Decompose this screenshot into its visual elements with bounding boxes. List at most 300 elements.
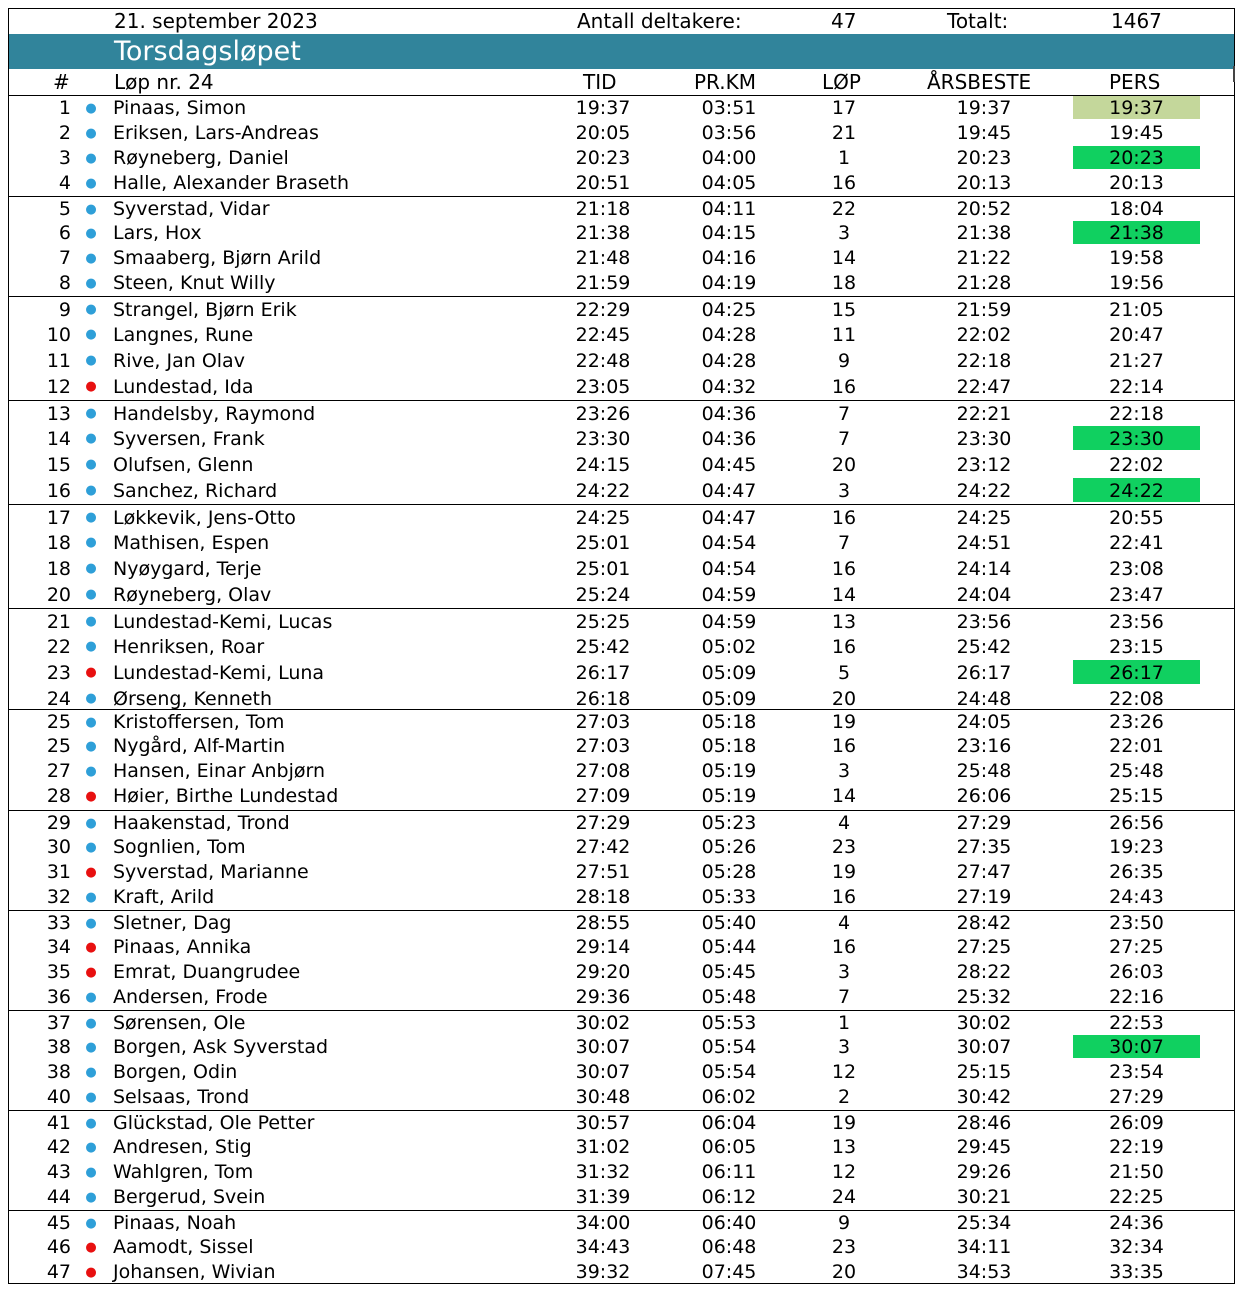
season-best-cell: 21:28 — [956, 272, 1012, 294]
table-row — [9, 96, 1234, 121]
table-row — [9, 935, 1234, 960]
male-dot-icon: ● — [85, 990, 97, 1005]
personal-best-cell: 24:22 — [1073, 478, 1200, 502]
table-row — [9, 121, 1234, 146]
season-best-cell: 25:15 — [956, 1061, 1012, 1083]
male-dot-icon: ● — [85, 587, 97, 602]
time-cell: 25:25 — [575, 611, 631, 633]
season-best-cell: 30:21 — [956, 1186, 1012, 1208]
season-best-cell: 22:47 — [956, 376, 1012, 398]
row-rank: 14 — [46, 428, 71, 450]
male-dot-icon: ● — [85, 614, 97, 629]
runner-name: Strangel, Bjørn Erik — [113, 299, 297, 321]
female-dot-icon: ● — [85, 1265, 97, 1280]
row-rank: 46 — [46, 1236, 71, 1258]
table-row — [9, 985, 1234, 1010]
male-dot-icon: ● — [85, 126, 97, 141]
season-best-cell: 22:18 — [956, 350, 1012, 372]
pace-cell: 05:19 — [701, 760, 757, 782]
personal-best-cell: 33:35 — [1109, 1261, 1164, 1283]
pace-cell: 05:48 — [701, 986, 757, 1008]
runner-name: Borgen, Ask Syverstad — [113, 1036, 329, 1058]
personal-best-cell: 22:53 — [1109, 1012, 1164, 1034]
row-rank: 18 — [46, 532, 71, 554]
pace-cell: 04:19 — [701, 272, 757, 294]
runner-name: Røyneberg, Olav — [113, 584, 272, 606]
table-row — [9, 478, 1234, 504]
season-best-cell: 30:42 — [956, 1086, 1012, 1108]
row-rank: 9 — [58, 299, 71, 321]
race-count-cell: 16 — [831, 735, 857, 757]
time-cell: 23:05 — [575, 376, 631, 398]
table-row — [9, 221, 1234, 246]
personal-best-cell: 20:23 — [1073, 146, 1200, 169]
season-best-cell: 23:12 — [956, 454, 1012, 476]
pace-cell: 04:54 — [701, 558, 757, 580]
race-count-cell: 22 — [831, 198, 857, 220]
personal-best-cell: 23:15 — [1109, 636, 1164, 658]
personal-best-cell: 22:25 — [1109, 1186, 1164, 1208]
runner-name: Syverstad, Marianne — [113, 861, 309, 883]
time-cell: 26:18 — [575, 688, 631, 710]
personal-best-cell: 22:08 — [1109, 688, 1164, 710]
row-rank: 10 — [46, 324, 71, 346]
personal-best-cell: 20:13 — [1109, 172, 1164, 194]
race-count-cell: 2 — [837, 1086, 851, 1108]
race-count-cell: 14 — [831, 584, 857, 606]
time-cell: 22:45 — [575, 324, 631, 346]
season-best-cell: 25:42 — [956, 636, 1012, 658]
race-count-cell: 7 — [837, 403, 851, 425]
season-best-cell: 28:46 — [956, 1112, 1012, 1134]
pace-cell: 05:19 — [701, 785, 757, 807]
row-rank: 33 — [46, 912, 71, 934]
season-best-cell: 21:22 — [956, 247, 1012, 269]
pace-cell: 05:40 — [701, 912, 757, 934]
personal-best-cell: 20:47 — [1109, 324, 1164, 346]
table-row — [9, 171, 1234, 196]
row-rank: 21 — [46, 611, 71, 633]
time-cell: 34:43 — [575, 1236, 631, 1258]
season-best-cell: 28:42 — [956, 912, 1012, 934]
sheet-edge-mark — [1233, 66, 1235, 82]
row-rank: 3 — [58, 147, 71, 169]
table-row — [9, 1060, 1234, 1085]
male-dot-icon: ● — [85, 535, 97, 550]
pace-cell: 05:26 — [701, 836, 757, 858]
time-cell: 29:14 — [575, 936, 631, 958]
pace-cell: 04:16 — [701, 247, 757, 269]
pace-cell: 06:02 — [701, 1086, 757, 1108]
male-dot-icon: ● — [85, 226, 97, 241]
personal-best-cell: 19:23 — [1109, 836, 1164, 858]
table-row — [9, 860, 1234, 885]
season-best-cell: 22:21 — [956, 403, 1012, 425]
male-dot-icon: ● — [85, 406, 97, 421]
personal-best-cell: 25:15 — [1109, 785, 1164, 807]
table-row — [9, 452, 1234, 478]
race-count-cell: 19 — [831, 711, 857, 733]
race-count-cell: 7 — [837, 532, 851, 554]
male-dot-icon: ● — [85, 764, 97, 779]
male-dot-icon: ● — [85, 176, 97, 191]
title-banner — [9, 34, 1234, 69]
row-rank: 38 — [46, 1036, 71, 1058]
time-cell: 30:48 — [575, 1086, 631, 1108]
row-rank: 2 — [58, 122, 71, 144]
race-count-cell: 12 — [831, 1161, 857, 1183]
table-row — [9, 348, 1234, 374]
row-rank: 32 — [46, 886, 71, 908]
season-best-cell: 23:30 — [956, 428, 1012, 450]
season-best-cell: 28:22 — [956, 961, 1012, 983]
race-count-cell: 23 — [831, 836, 857, 858]
race-count-cell: 20 — [831, 688, 857, 710]
table-row — [9, 400, 1234, 427]
row-rank: 44 — [46, 1186, 71, 1208]
pace-cell: 04:54 — [701, 532, 757, 554]
personal-best-cell: 19:37 — [1073, 96, 1200, 119]
time-cell: 24:22 — [575, 480, 631, 502]
results-sheet — [8, 8, 1235, 1284]
pace-cell: 05:53 — [701, 1012, 757, 1034]
row-rank: 43 — [46, 1161, 71, 1183]
female-dot-icon: ● — [85, 965, 97, 980]
season-best-cell: 21:38 — [956, 222, 1012, 244]
runner-name: Haakenstad, Trond — [113, 812, 290, 834]
runner-name: Nyøygard, Terje — [113, 558, 262, 580]
time-cell: 29:20 — [575, 961, 631, 983]
race-count-cell: 20 — [831, 454, 857, 476]
pace-cell: 05:54 — [701, 1036, 757, 1058]
runner-name: Halle, Alexander Braseth — [113, 172, 349, 194]
personal-best-cell: 19:58 — [1109, 247, 1164, 269]
male-dot-icon: ● — [85, 1116, 97, 1131]
personal-best-cell: 23:50 — [1109, 912, 1164, 934]
season-best-cell: 34:11 — [956, 1236, 1012, 1258]
male-dot-icon: ● — [85, 739, 97, 754]
col-arsbeste-header: ÅRSBESTE — [927, 70, 1032, 94]
male-dot-icon: ● — [85, 639, 97, 654]
race-count-cell: 15 — [831, 299, 857, 321]
row-rank: 41 — [46, 1112, 71, 1134]
time-cell: 21:38 — [575, 222, 631, 244]
row-rank: 28 — [46, 785, 71, 807]
table-row — [9, 1135, 1234, 1160]
table-row — [9, 1185, 1234, 1210]
time-cell: 20:51 — [575, 172, 631, 194]
time-cell: 27:03 — [575, 711, 631, 733]
male-dot-icon: ● — [85, 1216, 97, 1231]
race-count-cell: 13 — [831, 1136, 857, 1158]
female-dot-icon: ● — [85, 379, 97, 394]
time-cell: 22:29 — [575, 299, 631, 321]
row-rank: 47 — [46, 1261, 71, 1283]
runner-name: Steen, Knut Willy — [113, 272, 276, 294]
time-cell: 21:18 — [575, 198, 631, 220]
personal-best-cell: 26:09 — [1109, 1112, 1164, 1134]
season-best-cell: 20:52 — [956, 198, 1012, 220]
table-row — [9, 634, 1234, 660]
race-count-cell: 4 — [837, 812, 851, 834]
table-row — [9, 608, 1234, 635]
pace-cell: 03:51 — [701, 97, 757, 119]
race-count-cell: 16 — [831, 376, 857, 398]
male-dot-icon: ● — [85, 302, 97, 317]
time-cell: 21:48 — [575, 247, 631, 269]
pace-cell: 06:12 — [701, 1186, 757, 1208]
male-dot-icon: ● — [85, 202, 97, 217]
pace-cell: 05:09 — [701, 688, 757, 710]
season-best-cell: 25:48 — [956, 760, 1012, 782]
pace-cell: 04:28 — [701, 324, 757, 346]
season-best-cell: 27:29 — [956, 812, 1012, 834]
season-best-cell: 27:47 — [956, 861, 1012, 883]
season-best-cell: 30:07 — [956, 1036, 1012, 1058]
runner-name: Aamodt, Sissel — [113, 1236, 254, 1258]
season-best-cell: 29:26 — [956, 1161, 1012, 1183]
male-dot-icon: ● — [85, 251, 97, 266]
runner-name: Sanchez, Richard — [113, 480, 278, 502]
col-pers-header: PERS — [1109, 70, 1161, 94]
time-cell: 30:07 — [575, 1036, 631, 1058]
row-rank: 5 — [58, 198, 71, 220]
season-best-cell: 24:51 — [956, 532, 1012, 554]
runner-name: Handelsby, Raymond — [113, 403, 316, 425]
row-rank: 25 — [46, 735, 71, 757]
male-dot-icon: ● — [85, 457, 97, 472]
male-dot-icon: ● — [85, 1165, 97, 1180]
pace-cell: 04:59 — [701, 611, 757, 633]
time-cell: 28:18 — [575, 886, 631, 908]
female-dot-icon: ● — [85, 865, 97, 880]
personal-best-cell: 23:26 — [1109, 711, 1164, 733]
table-row — [9, 885, 1234, 910]
pace-cell: 04:32 — [701, 376, 757, 398]
table-row — [9, 556, 1234, 582]
season-best-cell: 20:13 — [956, 172, 1012, 194]
runner-name: Syverstad, Vidar — [113, 198, 270, 220]
race-count-cell: 13 — [831, 611, 857, 633]
row-rank: 42 — [46, 1136, 71, 1158]
personal-best-cell: 30:07 — [1073, 1035, 1200, 1058]
row-rank: 7 — [58, 247, 71, 269]
male-dot-icon: ● — [85, 151, 97, 166]
table-row — [9, 1160, 1234, 1185]
pace-cell: 06:40 — [701, 1212, 757, 1234]
row-rank: 12 — [46, 376, 71, 398]
row-rank: 36 — [46, 986, 71, 1008]
row-rank: 30 — [46, 836, 71, 858]
runner-name: Lundestad-Kemi, Lucas — [113, 611, 333, 633]
runner-name: Pinaas, Annika — [113, 936, 252, 958]
pace-cell: 07:45 — [701, 1261, 757, 1283]
personal-best-cell: 21:05 — [1109, 299, 1164, 321]
table-row — [9, 196, 1234, 222]
personal-best-cell: 22:02 — [1109, 454, 1164, 476]
personal-best-cell: 22:16 — [1109, 986, 1164, 1008]
race-count-cell: 1 — [837, 1012, 851, 1034]
race-count-cell: 4 — [837, 912, 851, 934]
season-best-cell: 23:56 — [956, 611, 1012, 633]
time-cell: 27:29 — [575, 812, 631, 834]
personal-best-cell: 20:55 — [1109, 507, 1164, 529]
female-dot-icon: ● — [85, 789, 97, 804]
personal-best-cell: 25:48 — [1109, 760, 1164, 782]
row-rank: 1 — [58, 97, 71, 119]
male-dot-icon: ● — [85, 890, 97, 905]
table-row — [9, 582, 1234, 608]
runner-name: Eriksen, Lars-Andreas — [113, 122, 319, 144]
race-count-cell: 7 — [837, 986, 851, 1008]
race-count-cell: 18 — [831, 272, 857, 294]
time-cell: 20:23 — [575, 147, 631, 169]
runner-name: Selsaas, Trond — [113, 1086, 250, 1108]
race-count-cell: 3 — [837, 222, 851, 244]
personal-best-cell: 26:17 — [1073, 660, 1200, 684]
pace-cell: 05:28 — [701, 861, 757, 883]
time-cell: 27:42 — [575, 836, 631, 858]
table-row — [9, 246, 1234, 271]
race-count-cell: 3 — [837, 1036, 851, 1058]
row-rank: 13 — [46, 403, 71, 425]
male-dot-icon: ● — [85, 353, 97, 368]
personal-best-cell: 22:19 — [1109, 1136, 1164, 1158]
row-rank: 6 — [58, 222, 71, 244]
runner-name: Johansen, Wivian — [113, 1261, 276, 1283]
male-dot-icon: ● — [85, 1190, 97, 1205]
male-dot-icon: ● — [85, 816, 97, 831]
race-count-cell: 12 — [831, 1061, 857, 1083]
time-cell: 23:26 — [575, 403, 631, 425]
col-prkm-header: PR.KM — [694, 70, 756, 94]
season-best-cell: 24:04 — [956, 584, 1012, 606]
season-best-cell: 34:53 — [956, 1261, 1012, 1283]
row-rank: 40 — [46, 1086, 71, 1108]
season-best-cell: 20:23 — [956, 147, 1012, 169]
row-rank: 37 — [46, 1012, 71, 1034]
race-count-cell: 14 — [831, 785, 857, 807]
row-rank: 18 — [46, 558, 71, 580]
race-count-cell: 16 — [831, 936, 857, 958]
race-number-label: Løp nr. 24 — [114, 70, 214, 94]
personal-best-cell: 27:25 — [1109, 936, 1164, 958]
time-cell: 25:42 — [575, 636, 631, 658]
row-rank: 23 — [46, 662, 71, 684]
table-row — [9, 734, 1234, 759]
time-cell: 27:08 — [575, 760, 631, 782]
time-cell: 26:17 — [575, 662, 631, 684]
runner-name: Pinaas, Simon — [113, 97, 247, 119]
pace-cell: 05:02 — [701, 636, 757, 658]
row-rank: 29 — [46, 812, 71, 834]
season-best-cell: 27:25 — [956, 936, 1012, 958]
participants-label: Antall deltakere: — [577, 9, 742, 33]
column-header-row — [9, 69, 1234, 96]
personal-best-cell: 23:08 — [1109, 558, 1164, 580]
personal-best-cell: 23:56 — [1109, 611, 1164, 633]
personal-best-cell: 22:41 — [1109, 532, 1164, 554]
personal-best-cell: 26:03 — [1109, 961, 1164, 983]
race-count-cell: 3 — [837, 760, 851, 782]
table-row — [9, 296, 1234, 323]
female-dot-icon: ● — [85, 940, 97, 955]
personal-best-cell: 26:35 — [1109, 861, 1164, 883]
time-cell: 25:01 — [575, 532, 631, 554]
male-dot-icon: ● — [85, 691, 97, 706]
runner-name: Hansen, Einar Anbjørn — [113, 760, 326, 782]
table-row — [9, 784, 1234, 809]
season-best-cell: 27:19 — [956, 886, 1012, 908]
time-cell: 23:30 — [575, 428, 631, 450]
personal-best-cell: 22:14 — [1109, 376, 1164, 398]
runner-name: Lundestad, Ida — [113, 376, 254, 398]
time-cell: 19:37 — [575, 97, 631, 119]
male-dot-icon: ● — [85, 1090, 97, 1105]
time-cell: 31:39 — [575, 1186, 631, 1208]
male-dot-icon: ● — [85, 1040, 97, 1055]
time-cell: 31:02 — [575, 1136, 631, 1158]
table-row — [9, 426, 1234, 452]
time-cell: 29:36 — [575, 986, 631, 1008]
pace-cell: 04:05 — [701, 172, 757, 194]
runner-name: Sletner, Dag — [113, 912, 232, 934]
male-dot-icon: ● — [85, 1140, 97, 1155]
pace-cell: 05:45 — [701, 961, 757, 983]
table-row — [9, 835, 1234, 860]
male-dot-icon: ● — [85, 715, 97, 730]
race-date: 21. september 2023 — [114, 9, 318, 33]
pace-cell: 04:28 — [701, 350, 757, 372]
row-rank: 15 — [46, 454, 71, 476]
pace-cell: 04:47 — [701, 480, 757, 502]
col-number-header: # — [53, 70, 70, 94]
runner-name: Henriksen, Roar — [113, 636, 265, 658]
table-row — [9, 960, 1234, 985]
pace-cell: 04:45 — [701, 454, 757, 476]
table-row — [9, 146, 1234, 171]
time-cell: 22:48 — [575, 350, 631, 372]
season-best-cell: 27:35 — [956, 836, 1012, 858]
male-dot-icon: ● — [85, 1065, 97, 1080]
row-rank: 35 — [46, 961, 71, 983]
table-row — [9, 1235, 1234, 1260]
personal-best-cell: 24:36 — [1109, 1212, 1164, 1234]
time-cell: 27:03 — [575, 735, 631, 757]
race-count-cell: 19 — [831, 1112, 857, 1134]
season-best-cell: 24:25 — [956, 507, 1012, 529]
male-dot-icon: ● — [85, 431, 97, 446]
race-count-cell: 9 — [837, 1212, 851, 1234]
male-dot-icon: ● — [85, 916, 97, 931]
runner-name: Smaaberg, Bjørn Arild — [113, 247, 322, 269]
time-cell: 24:25 — [575, 507, 631, 529]
runner-name: Syversen, Frank — [113, 428, 265, 450]
table-row — [9, 810, 1234, 836]
season-best-cell: 25:34 — [956, 1212, 1012, 1234]
runner-name: Lars, Hox — [113, 222, 202, 244]
season-best-cell: 19:45 — [956, 122, 1012, 144]
personal-best-cell: 27:29 — [1109, 1086, 1164, 1108]
race-count-cell: 3 — [837, 480, 851, 502]
row-rank: 25 — [46, 711, 71, 733]
race-count-cell: 3 — [837, 961, 851, 983]
pace-cell: 06:48 — [701, 1236, 757, 1258]
runner-name: Langnes, Rune — [113, 324, 254, 346]
time-cell: 39:32 — [575, 1261, 631, 1283]
pace-cell: 04:15 — [701, 222, 757, 244]
personal-best-cell: 26:56 — [1109, 812, 1164, 834]
